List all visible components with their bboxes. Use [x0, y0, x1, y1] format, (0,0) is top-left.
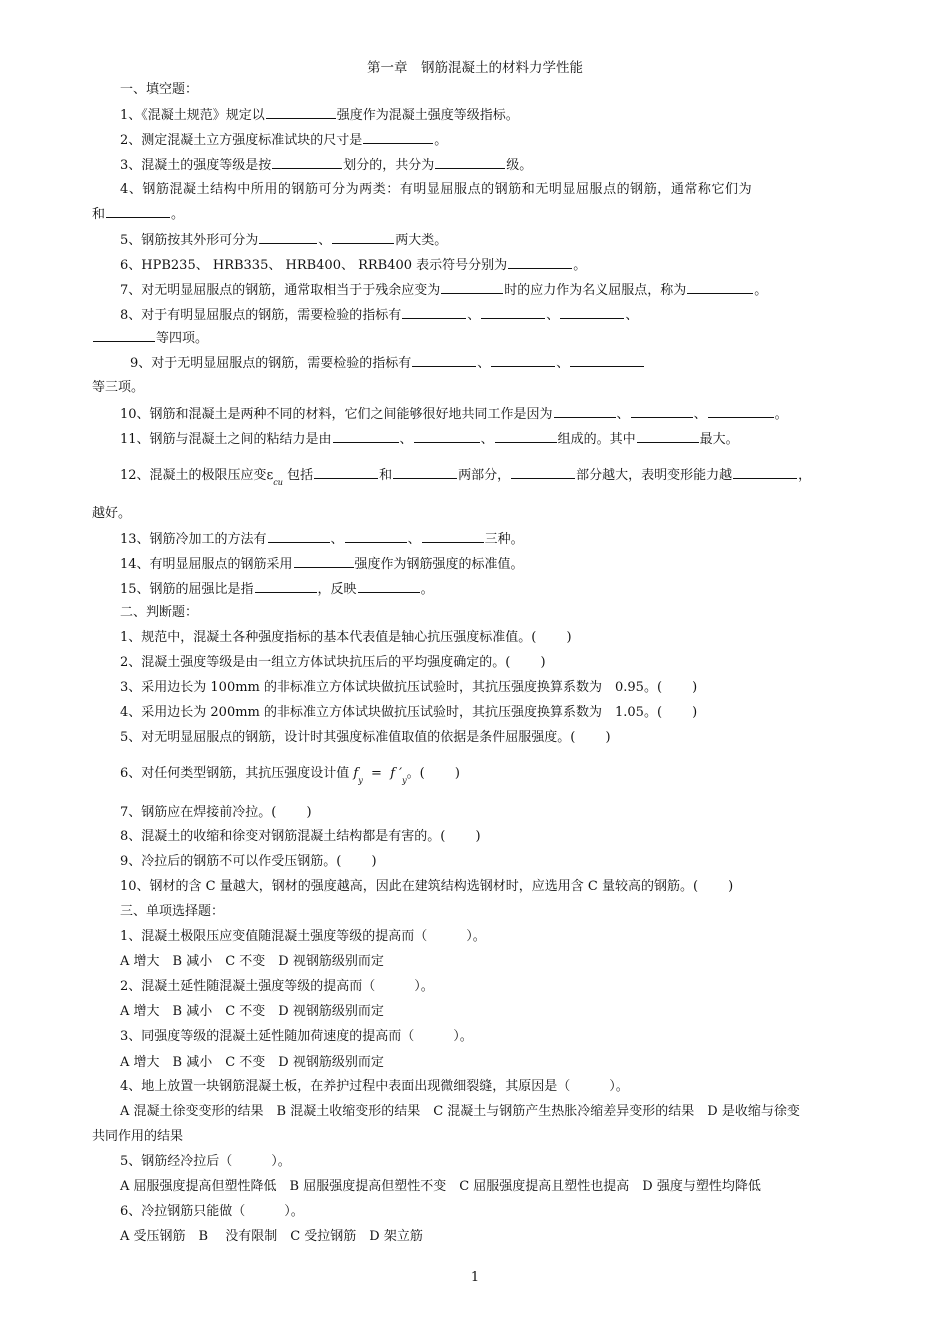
answer-blank[interactable]	[414, 431, 480, 443]
page-number: 1	[470, 1270, 480, 1285]
answer-blank[interactable]	[495, 431, 557, 443]
question-1-10: 10、钢筋和混凝土是两种不同的材料，它们之间能够很好地共同工作是因为 、 、 。	[120, 407, 788, 422]
question-2-3: 3、采用边长为 100mm 的非标准立方体试块做抗压试验时，其抗压强度换算系数为 0.95。( )	[120, 680, 698, 695]
question-1-8: 8、对于有明显屈服点的钢筋，需要检验的指标有 、 、 、	[120, 308, 639, 323]
answer-blank[interactable]	[560, 307, 624, 319]
question-3-2: 2、混凝土延性随混凝土强度等级的提高而（ ）。	[120, 979, 434, 994]
question-2-4: 4、采用边长为 200mm 的非标准立方体试块做抗压试验时，其抗压强度换算系数为 1.05。( )	[120, 705, 698, 720]
section-heading-true-false: 二、判断题：	[120, 605, 199, 620]
question-1-7: 7、对无明显屈服点的钢筋，通常取相当于于残余应变为 时的应力作为名义屈服点，称为 。	[120, 283, 768, 298]
answer-blank[interactable]	[345, 531, 407, 543]
question-1-5: 5、钢筋按其外形可分为 、 两大类。	[120, 233, 448, 248]
answer-blank[interactable]	[272, 157, 342, 169]
answer-blank[interactable]	[393, 467, 457, 479]
answer-blank[interactable]	[259, 232, 317, 244]
question-1-1: 1、《混凝土规范》规定以 强度作为混凝土强度等级指标。	[120, 108, 519, 123]
answer-blank[interactable]	[363, 132, 433, 144]
question-3-5: 5、钢筋经冷拉后（ ）。	[120, 1154, 291, 1169]
answer-blank[interactable]	[570, 355, 644, 367]
question-2-7: 7、钢筋应在焊接前冷拉。( )	[120, 805, 312, 820]
answer-blank[interactable]	[441, 282, 503, 294]
options-3-1: A 增大 B 减小 C 不变 D 视钢筋级别而定	[120, 954, 384, 969]
question-1-12: 12、混凝土的极限压应变$\varepsilon_{cu}$ 包括 和 两部分， 部分越大，表明变形能力越 ，	[120, 468, 812, 487]
question-1-15: 15、钢筋的屈强比是指 ，反映 。	[120, 582, 434, 597]
question-3-1: 1、混凝土极限压应变值随混凝土强度等级的提高而（ ）。	[120, 929, 486, 944]
question-1-3: 3、混凝土的强度等级是按 划分的，共分为 级。	[120, 158, 533, 173]
question-1-4: 4、钢筋混凝土结构中所用的钢筋可分为两类：有明显屈服点的钢筋和无明显屈服点的钢筋，通常称它们为	[120, 182, 753, 197]
options-3-6: A 受压钢筋 B 没有限制 C 受拉钢筋 D 架立筋	[120, 1229, 423, 1244]
answer-blank[interactable]	[637, 431, 699, 443]
question-2-2: 2、混凝土强度等级是由一组立方体试块抗压后的平均强度确定的。( )	[120, 655, 546, 670]
question-2-5: 5、对无明显屈服点的钢筋，设计时其强度标准值取值的依据是条件屈服强度。( )	[120, 730, 611, 745]
options-3-4-cont: 共同作用的结果	[92, 1129, 184, 1144]
answer-blank[interactable]	[93, 330, 155, 342]
question-3-3: 3、同强度等级的混凝土延性随加荷速度的提高而（ ）。	[120, 1029, 473, 1044]
question-1-9: 9、对于无明显屈服点的钢筋，需要检验的指标有 、 、	[130, 355, 645, 372]
question-3-6: 6、冷拉钢筋只能做（ ）。	[120, 1204, 304, 1219]
question-1-4-cont: 和 。	[92, 207, 185, 222]
answer-blank[interactable]	[481, 307, 545, 319]
question-2-6: 6、对任何类型钢筋，其抗压强度设计值 $f_y = f$ $'_y$。( )	[120, 766, 460, 785]
answer-blank[interactable]	[511, 467, 575, 479]
question-2-10: 10、钢材的含 C 量越大，钢材的强度越高，因此在建筑结构选钢材时，应选用含 C 量较高的钢筋。( )	[120, 879, 734, 894]
answer-blank[interactable]	[358, 581, 420, 593]
question-1-9-cont: 等三项。	[92, 380, 145, 395]
question-2-9: 9、冷拉后的钢筋不可以作受压钢筋。( )	[120, 854, 377, 869]
section-heading-single-choice: 三、单项选择题：	[120, 904, 225, 919]
options-3-3: A 增大 B 减小 C 不变 D 视钢筋级别而定	[120, 1055, 384, 1070]
answer-blank[interactable]	[631, 406, 693, 418]
answer-blank[interactable]	[508, 257, 572, 269]
question-1-12-cont: 越好。	[92, 506, 132, 521]
question-3-4: 4、地上放置一块钢筋混凝土板，在养护过程中表面出现微细裂缝，其原因是（ ）。	[120, 1079, 629, 1094]
answer-blank[interactable]	[402, 307, 466, 319]
question-1-13: 13、钢筋冷加工的方法有 、 、 三种。	[120, 532, 524, 547]
answer-blank[interactable]	[314, 467, 378, 479]
options-3-2: A 增大 B 减小 C 不变 D 视钢筋级别而定	[120, 1004, 384, 1019]
answer-blank[interactable]	[294, 556, 354, 568]
formula-fy-prime: f ′	[390, 766, 403, 781]
question-1-11: 11、钢筋与混凝土之间的粘结力是由 、 、 组成的。其中 最大。	[120, 432, 739, 447]
formula-fy: f	[353, 766, 359, 781]
question-2-1: 1、规范中，混凝土各种强度指标的基本代表值是轴心抗压强度标准值。( )	[120, 630, 572, 645]
options-3-5: A 屈服强度提高但塑性降低 B 屈服强度提高但塑性不变 C 屈服强度提高且塑性也提高 D 强度与塑性均降低	[120, 1179, 761, 1194]
question-2-8: 8、混凝土的收缩和徐变对钢筋混凝土结构都是有害的。( )	[120, 829, 481, 844]
answer-blank[interactable]	[708, 406, 774, 418]
answer-blank[interactable]	[554, 406, 616, 418]
options-3-4: A 混凝土徐变变形的结果 B 混凝土收缩变形的结果 C 混凝土与钢筋产生热胀冷缩差异变形的结果 D 是收缩与徐变	[120, 1104, 800, 1119]
answer-blank[interactable]	[687, 282, 753, 294]
answer-blank[interactable]	[412, 355, 476, 367]
answer-blank[interactable]	[733, 467, 797, 479]
answer-blank[interactable]	[255, 581, 317, 593]
answer-blank[interactable]	[491, 355, 555, 367]
question-1-14: 14、有明显屈服点的钢筋采用 强度作为钢筋强度的标准值。	[120, 557, 524, 572]
question-1-2: 2、测定混凝土立方强度标准试块的尺寸是 。	[120, 133, 448, 148]
answer-blank[interactable]	[266, 107, 336, 119]
answer-blank[interactable]	[422, 531, 484, 543]
answer-blank[interactable]	[333, 431, 399, 443]
section-heading-fill-blank: 一、填空题：	[120, 82, 199, 97]
answer-blank[interactable]	[268, 531, 330, 543]
question-1-8-cont: 等四项。	[92, 330, 208, 347]
answer-blank[interactable]	[106, 206, 170, 218]
answer-blank[interactable]	[435, 157, 505, 169]
question-1-6: 6、HPB235、 HRB335、 HRB400、 RRB400 表示符号分别为 。	[120, 258, 587, 273]
answer-blank[interactable]	[332, 232, 394, 244]
chapter-title: 第一章 钢筋混凝土的材料力学性能	[367, 60, 583, 76]
